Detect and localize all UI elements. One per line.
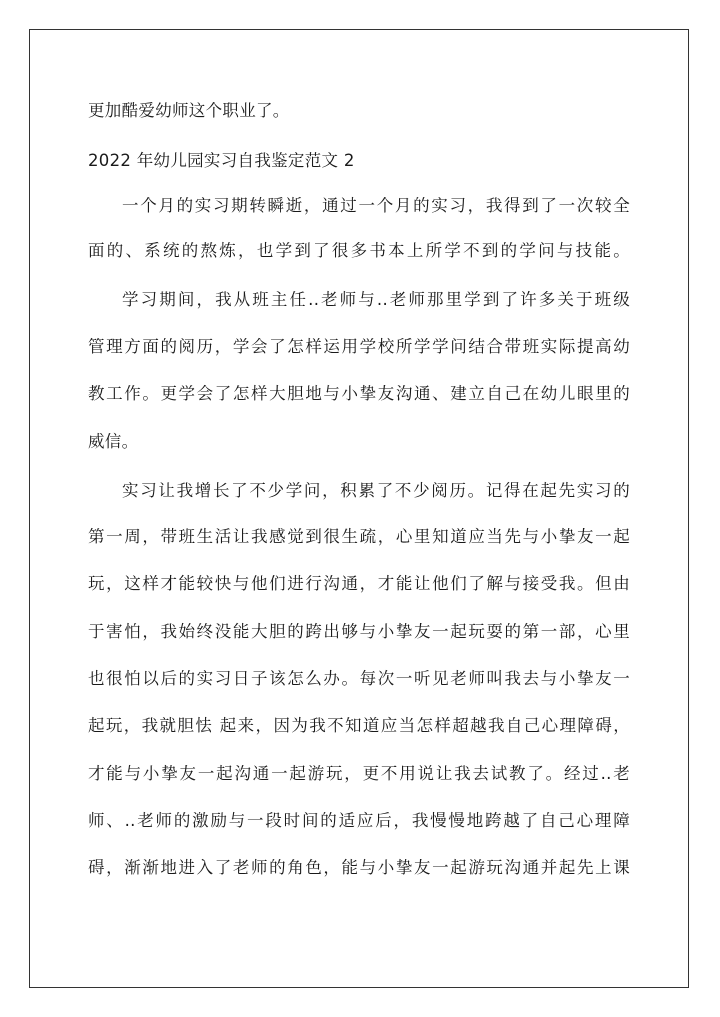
paragraph-3-line-7: 才能与小挚友一起沟通一起游玩，更不用说让我去试教了。经过..老 [88, 764, 630, 783]
paragraph-1-line-1: 一个月的实习期转瞬逝，通过一个月的实习，我得到了一次较全 [122, 196, 630, 215]
paragraph-2-line-4: 威信。 [88, 432, 139, 451]
page-border [29, 29, 689, 988]
paragraph-3-line-1: 实习让我增长了不少学问，积累了不少阅历。记得在起先实习的 [122, 481, 630, 500]
paragraph-3-line-5: 也很怕以后的实习日子该怎么办。每次一听见老师叫我去与小挚友一 [88, 669, 630, 688]
paragraph-3-line-3: 玩，这样才能较快与他们进行沟通，才能让他们了解与接受我。但由 [88, 574, 630, 593]
text-line-1: 更加酷爱幼师这个职业了。 [88, 101, 290, 120]
paragraph-3-line-2: 第一周，带班生活让我感觉到很生疏，心里知道应当先与小挚友一起 [88, 527, 630, 546]
paragraph-2-line-1: 学习期间，我从班主任..老师与..老师那里学到了许多关于班级 [122, 290, 630, 309]
paragraph-2-line-3: 教工作。更学会了怎样大胆地与小挚友沟通、建立自己在幼儿眼里的 [88, 384, 630, 403]
paragraph-2-line-2: 管理方面的阅历，学会了怎样运用学校所学学问结合带班实际提高幼 [88, 337, 630, 356]
paragraph-3-line-6: 起玩，我就胆怯 起来，因为我不知道应当怎样超越我自己心理障碍， [88, 716, 630, 735]
paragraph-1-line-2: 面的、系统的熬炼，也学到了很多书本上所学不到的学问与技能。 [88, 241, 630, 260]
paragraph-3-line-8: 师、..老师的激励与一段时间的适应后，我慢慢地跨越了自己心理障 [88, 811, 630, 830]
paragraph-3-line-4: 于害怕，我始终没能大胆的跨出够与小挚友一起玩耍的第一部，心里 [88, 622, 630, 641]
paragraph-3-line-9: 碍，渐渐地进入了老师的角色，能与小挚友一起游玩沟通并起先上课 [88, 858, 630, 877]
section-heading: 2022 年幼儿园实习自我鉴定范文 2 [88, 151, 355, 170]
